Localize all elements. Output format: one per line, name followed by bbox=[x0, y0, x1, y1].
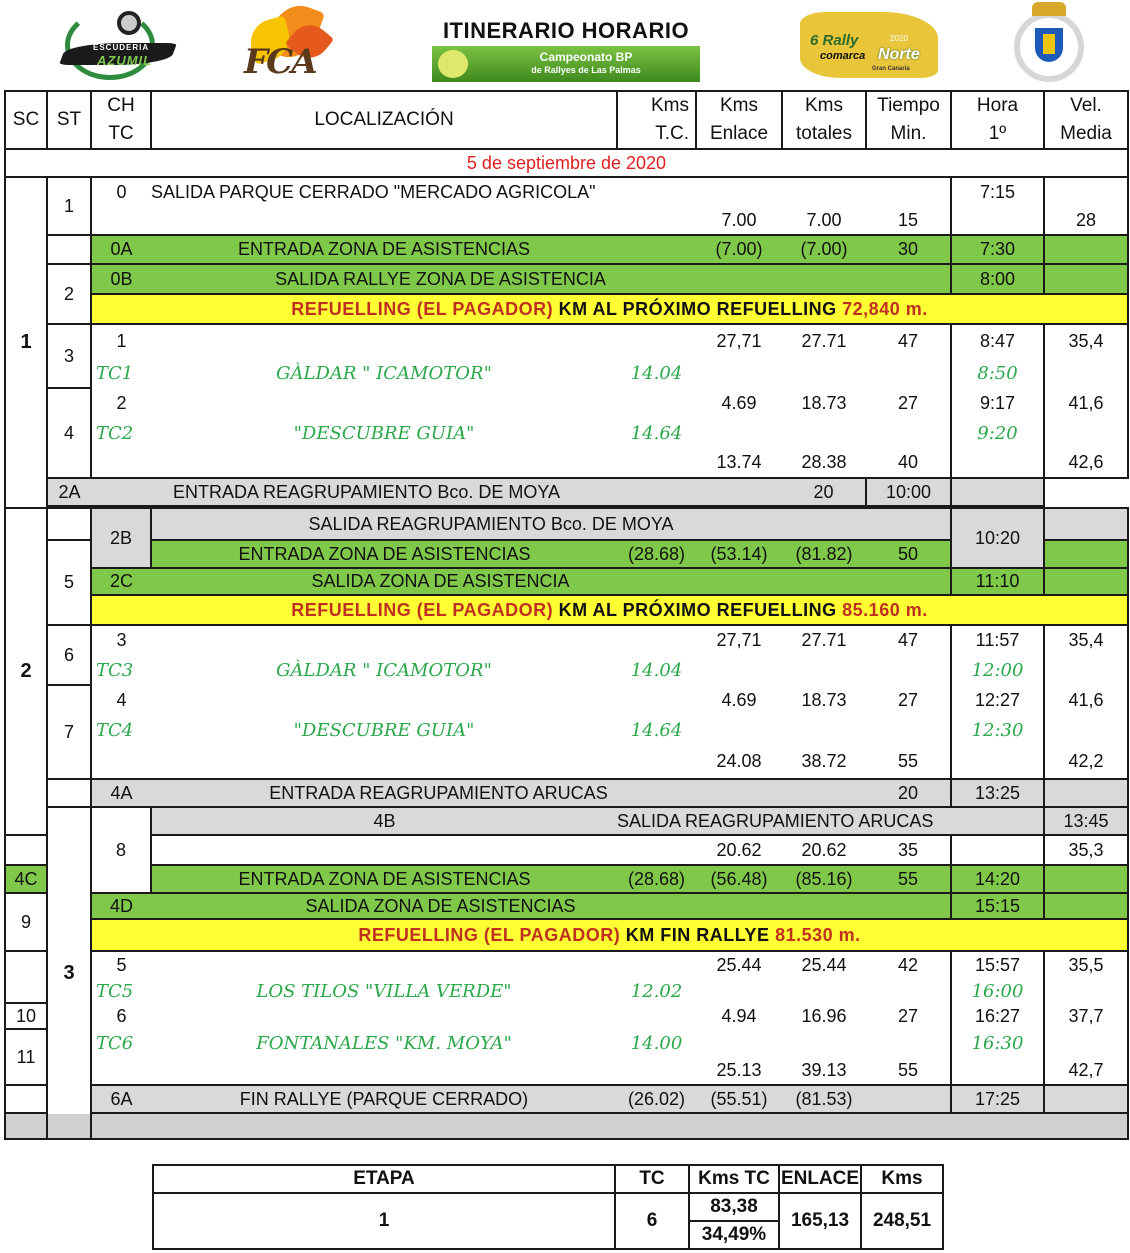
stage-row bbox=[5, 358, 1128, 388]
kms-totales: (7.00) bbox=[782, 235, 866, 264]
stage-number: 1 bbox=[47, 177, 91, 235]
vel-media: 42,2 bbox=[1044, 745, 1128, 779]
control-code: 0 bbox=[91, 177, 151, 207]
tiempo: 47 bbox=[866, 625, 951, 655]
summary-enlace-header: ENLACE bbox=[779, 1165, 861, 1193]
hora: 17:25 bbox=[951, 1085, 1044, 1113]
kms-tc: (26.02) bbox=[617, 1085, 696, 1113]
hora: 15:57 bbox=[951, 951, 1044, 979]
stage-number: 2 bbox=[47, 264, 91, 324]
crown-icon bbox=[1032, 2, 1066, 16]
control-code: 2A bbox=[47, 478, 91, 506]
vel-media: 28 bbox=[1044, 207, 1128, 235]
rally-sub: Gran Canaria bbox=[872, 66, 910, 72]
location: SALIDA ZONA DE ASISTENCIA bbox=[151, 568, 951, 595]
kms-totales: 27.71 bbox=[782, 625, 866, 655]
summary-row bbox=[153, 1193, 943, 1221]
location: SALIDA PARQUE CERRADO "MERCADO AGRICOLA" bbox=[151, 177, 951, 207]
summary-kms: 248,51 bbox=[861, 1193, 943, 1249]
tiempo: 47 bbox=[866, 324, 951, 358]
control-code: 4B bbox=[151, 807, 617, 835]
section-number: 1 bbox=[5, 177, 47, 508]
stage-hora: 16:30 bbox=[951, 1029, 1044, 1057]
rally-norte: Norte bbox=[878, 46, 920, 63]
banner-line2: de Rallyes de Las Palmas bbox=[531, 65, 641, 75]
table-row bbox=[5, 865, 1128, 893]
fca-logo bbox=[232, 2, 342, 84]
stage-row bbox=[5, 418, 1128, 448]
stage-number: 11 bbox=[5, 1029, 47, 1085]
tiempo: 55 bbox=[866, 745, 951, 779]
col-localizacion: LOCALIZACIÓN bbox=[151, 91, 617, 149]
summary-kms-header: Kms bbox=[861, 1165, 943, 1193]
col-kms-enlace: Kms Enlace bbox=[696, 91, 782, 149]
hora: 13:25 bbox=[951, 779, 1044, 807]
municipal-seal-logo bbox=[1010, 2, 1088, 84]
banner-line1: Campeonato BP bbox=[539, 50, 633, 64]
escuderia-logo bbox=[55, 5, 175, 85]
stage-location: GÀLDAR " ICAMOTOR" bbox=[276, 659, 492, 681]
stage-number: 10 bbox=[5, 1003, 47, 1029]
vel-media: 35,4 bbox=[1044, 324, 1128, 358]
stage-location: LOS TILOS "VILLA VERDE" bbox=[256, 980, 512, 1002]
tiempo: 27 bbox=[866, 1003, 951, 1029]
location: SALIDA RALLYE ZONA DE ASISTENCIA bbox=[151, 264, 951, 294]
vel-media: 35,5 bbox=[1044, 951, 1128, 979]
table-row bbox=[5, 625, 1128, 655]
col-tiempo: Tiempo Min. bbox=[866, 91, 951, 149]
stage-code: TC4 bbox=[91, 715, 151, 745]
summary-tc-header: TC bbox=[615, 1165, 689, 1193]
col-hora: Hora 1º bbox=[951, 91, 1044, 149]
azumil-text: AZUMIL bbox=[97, 53, 153, 68]
kms-totales: 20.62 bbox=[782, 835, 866, 865]
col-ch: CH TC bbox=[91, 91, 151, 149]
control-code: 0B bbox=[91, 264, 151, 294]
kms-totales: 18.73 bbox=[801, 392, 847, 413]
control-code: 6A bbox=[91, 1085, 151, 1113]
stage-code: TC5 bbox=[91, 979, 151, 1003]
kms-totales: (81.82) bbox=[782, 540, 866, 568]
kms-tc: (28.68) bbox=[617, 540, 696, 568]
hora: 10:20 bbox=[951, 508, 1044, 568]
stage-code: TC3 bbox=[91, 655, 151, 685]
hora: 14:20 bbox=[951, 865, 1044, 893]
table-row bbox=[5, 264, 1128, 294]
table-row bbox=[5, 779, 1128, 807]
stage-code: TC2 bbox=[91, 418, 151, 448]
kms-enlace: 25.44 bbox=[696, 951, 782, 979]
hora: 8:47 bbox=[951, 324, 1044, 358]
stage-number: 5 bbox=[47, 540, 91, 625]
tiempo: 40 bbox=[866, 448, 951, 478]
stage-kms: 14.04 bbox=[630, 362, 683, 384]
kms-enlace: (53.14) bbox=[696, 540, 782, 568]
stage-row bbox=[5, 979, 1128, 1003]
vel-media: 41,6 bbox=[1044, 388, 1128, 418]
stage-row bbox=[5, 715, 1128, 745]
hora: 7:15 bbox=[951, 177, 1044, 207]
kms-totales: 28.38 bbox=[782, 448, 866, 478]
control-code: 2 bbox=[91, 388, 151, 418]
tiempo: 55 bbox=[866, 1057, 951, 1085]
hora: 16:27 bbox=[951, 1003, 1044, 1029]
kms-enlace: (7.00) bbox=[696, 235, 782, 264]
kms-totales: 25.44 bbox=[782, 951, 866, 979]
rally-number: 6 Rally bbox=[810, 32, 859, 49]
control-code: 4C bbox=[5, 865, 47, 893]
vel-media: 41,6 bbox=[1044, 685, 1128, 715]
location: SALIDA ZONA DE ASISTENCIAS bbox=[151, 893, 951, 919]
stage-row bbox=[5, 1029, 1128, 1057]
stage-kms: 14.00 bbox=[630, 1032, 683, 1054]
summary-kmstc-header: Kms TC bbox=[689, 1165, 779, 1193]
table-row bbox=[5, 478, 1128, 506]
tiempo: 15 bbox=[866, 207, 951, 235]
control-code: 2B bbox=[91, 508, 151, 568]
kms-enlace: 20.62 bbox=[696, 835, 782, 865]
date-label: 5 de septiembre de 2020 bbox=[5, 149, 1128, 177]
kms-enlace: (55.51) bbox=[696, 1085, 782, 1113]
section-number: 2 bbox=[5, 508, 47, 835]
escuderia-text: ESCUDERIA bbox=[93, 43, 150, 52]
summary-enlace: 165,13 bbox=[779, 1193, 861, 1249]
table-row bbox=[5, 685, 1128, 715]
kms-enlace: 4.69 bbox=[721, 689, 757, 710]
kms-enlace: 7.00 bbox=[696, 207, 782, 235]
summary-tc: 6 bbox=[615, 1193, 689, 1249]
table-row bbox=[5, 508, 1128, 540]
control-code: 4D bbox=[91, 893, 151, 919]
stage-hora: 12:00 bbox=[951, 655, 1044, 685]
refuelling-row bbox=[5, 595, 1128, 625]
kms-totales: (85.16) bbox=[782, 865, 866, 893]
table-row bbox=[5, 568, 1128, 595]
wheel-icon bbox=[117, 11, 141, 35]
refuelling-banner: REFUELLING (EL PAGADOR) KM AL PRÓXIMO REFUELLING 85.160 m. bbox=[91, 595, 1128, 625]
stage-row bbox=[5, 655, 1128, 685]
stage-hora: 8:50 bbox=[951, 358, 1044, 388]
stage-location: FONTANALES "KM. MOYA" bbox=[256, 1032, 512, 1054]
stage-number: 8 bbox=[91, 807, 151, 893]
tiempo: 42 bbox=[866, 951, 951, 979]
vel-media: 37,7 bbox=[1044, 1003, 1128, 1029]
stage-kms: 14.64 bbox=[630, 422, 683, 444]
col-kms-totales: Kms totales bbox=[782, 91, 866, 149]
refuelling-banner: REFUELLING (EL PAGADOR) KM AL PRÓXIMO REFUELLING 72,840 m. bbox=[91, 294, 1128, 324]
itinerary-title-block bbox=[432, 18, 700, 84]
hora: 13:45 bbox=[1044, 807, 1128, 835]
hora: 8:00 bbox=[951, 264, 1044, 294]
shield-emblem-icon bbox=[1043, 34, 1055, 54]
kms-totales: 27.71 bbox=[782, 324, 866, 358]
rally-year: 2020 bbox=[890, 34, 908, 43]
location: ENTRADA ZONA DE ASISTENCIAS bbox=[151, 865, 617, 893]
hora: 12:27 bbox=[951, 685, 1044, 715]
control-code: 4A bbox=[91, 779, 151, 807]
control-code: 3 bbox=[91, 625, 151, 655]
stage-hora: 9:20 bbox=[951, 418, 1044, 448]
table-row bbox=[5, 207, 1128, 235]
table-footer-bar bbox=[5, 1113, 1128, 1139]
table-row bbox=[5, 1003, 1128, 1029]
table-row bbox=[5, 745, 1128, 779]
summary-etapa: 1 bbox=[153, 1193, 615, 1249]
summary-etapa-header: ETAPA bbox=[153, 1165, 615, 1193]
location: ENTRADA REAGRUPAMIENTO ARUCAS bbox=[151, 779, 866, 807]
stage-hora: 12:30 bbox=[951, 715, 1044, 745]
vel-media: 35,3 bbox=[1044, 835, 1128, 865]
table-row bbox=[5, 807, 1128, 835]
kms-enlace: 4.94 bbox=[721, 1005, 757, 1026]
vel-media: 42,6 bbox=[1044, 448, 1128, 478]
location: ENTRADA REAGRUPAMIENTO Bco. DE MOYA bbox=[91, 478, 782, 506]
kms-totales: 16.96 bbox=[801, 1005, 847, 1026]
kms-totales: 38.72 bbox=[782, 745, 866, 779]
stage-number: 7 bbox=[47, 685, 91, 779]
tiempo: 55 bbox=[866, 865, 951, 893]
col-st: ST bbox=[47, 91, 91, 149]
kms-enlace: 27,71 bbox=[696, 625, 782, 655]
stage-code: TC1 bbox=[91, 358, 151, 388]
table-row bbox=[5, 388, 1128, 418]
table-row bbox=[5, 1085, 1128, 1113]
kms-enlace: 25.13 bbox=[696, 1057, 782, 1085]
location: FIN RALLYE (PARQUE CERRADO) bbox=[151, 1085, 617, 1113]
stage-kms: 12.02 bbox=[630, 980, 683, 1002]
refuelling-row bbox=[5, 294, 1128, 324]
summary-header-row bbox=[153, 1165, 943, 1193]
rally-comarca: comarca bbox=[820, 50, 866, 62]
kms-totales: 7.00 bbox=[782, 207, 866, 235]
stage-number: 3 bbox=[47, 324, 91, 388]
control-code: 1 bbox=[91, 324, 151, 358]
kms-totales: 18.73 bbox=[801, 689, 847, 710]
stage-location: "DESCUBRE GUIA" bbox=[293, 422, 475, 444]
stage-location: "DESCUBRE GUIA" bbox=[293, 719, 475, 741]
col-kms-tc: Kms T.C. bbox=[617, 91, 696, 149]
tiempo: 20 bbox=[866, 779, 951, 807]
table-row bbox=[5, 893, 1128, 919]
vel-media: 35,4 bbox=[1044, 625, 1128, 655]
col-vel-media: Vel. Media bbox=[1044, 91, 1128, 149]
hora: 9:17 bbox=[951, 388, 1044, 418]
refuelling-banner: REFUELLING (EL PAGADOR) KM FIN RALLYE 81.530 m. bbox=[91, 919, 1128, 951]
fca-letters: FCA bbox=[244, 42, 316, 82]
location: ENTRADA ZONA DE ASISTENCIAS bbox=[151, 540, 617, 568]
stage-hora: 16:00 bbox=[951, 979, 1044, 1003]
rally-norte-logo bbox=[800, 12, 938, 78]
tiempo: 50 bbox=[866, 540, 951, 568]
location: SALIDA REAGRUPAMIENTO ARUCAS bbox=[617, 807, 1044, 835]
summary-percentage: 34,49% bbox=[689, 1221, 779, 1249]
tiempo: 27 bbox=[866, 685, 951, 715]
tiempo: 35 bbox=[866, 835, 951, 865]
itinerary-table bbox=[4, 90, 1129, 1140]
table-row bbox=[5, 835, 1128, 865]
kms-enlace: (56.48) bbox=[696, 865, 782, 893]
tiempo: 20 bbox=[782, 478, 866, 506]
control-code: 0A bbox=[91, 235, 151, 264]
stage-location: GÀLDAR " ICAMOTOR" bbox=[276, 362, 492, 384]
location: ENTRADA ZONA DE ASISTENCIAS bbox=[151, 235, 617, 264]
table-row bbox=[5, 448, 1128, 478]
vel-media: 42,7 bbox=[1044, 1057, 1128, 1085]
summary-kmstc: 83,38 bbox=[689, 1193, 779, 1221]
stage-code: TC6 bbox=[91, 1029, 151, 1057]
section-number: 3 bbox=[47, 807, 91, 1139]
hora: 7:30 bbox=[951, 235, 1044, 264]
tiempo: 27 bbox=[866, 388, 951, 418]
table-row bbox=[5, 951, 1128, 979]
table-row bbox=[5, 324, 1128, 358]
stage-kms: 14.04 bbox=[630, 659, 683, 681]
stage-kms: 14.64 bbox=[630, 719, 683, 741]
tiempo: 30 bbox=[866, 235, 951, 264]
table-row bbox=[5, 1057, 1128, 1085]
table-header-row bbox=[5, 91, 1128, 149]
stage-number: 4 bbox=[47, 388, 91, 478]
summary-table bbox=[152, 1164, 944, 1250]
control-code: 4 bbox=[91, 685, 151, 715]
table-row bbox=[5, 235, 1128, 264]
location: SALIDA REAGRUPAMIENTO Bco. DE MOYA bbox=[151, 508, 951, 540]
kms-enlace: 13.74 bbox=[696, 448, 782, 478]
kms-totales: 39.13 bbox=[782, 1057, 866, 1085]
refuelling-row bbox=[5, 919, 1128, 951]
date-row bbox=[5, 149, 1128, 177]
control-code: 6 bbox=[91, 1003, 151, 1029]
kms-enlace: 24.08 bbox=[696, 745, 782, 779]
hora: 10:00 bbox=[866, 478, 951, 506]
kms-enlace: 4.69 bbox=[721, 392, 757, 413]
control-code: 2C bbox=[91, 568, 151, 595]
stage-number: 6 bbox=[47, 625, 91, 685]
hora: 11:10 bbox=[951, 568, 1044, 595]
hora: 15:15 bbox=[951, 893, 1044, 919]
stage-number: 9 bbox=[5, 893, 47, 951]
col-sc: SC bbox=[5, 91, 47, 149]
table-row bbox=[5, 177, 1128, 207]
control-code: 5 bbox=[91, 951, 151, 979]
kms-totales: (81.53) bbox=[782, 1085, 866, 1113]
page-title: ITINERARIO HORARIO bbox=[442, 18, 690, 43]
kms-enlace: 27,71 bbox=[696, 324, 782, 358]
kms-tc: (28.68) bbox=[617, 865, 696, 893]
hora: 11:57 bbox=[951, 625, 1044, 655]
